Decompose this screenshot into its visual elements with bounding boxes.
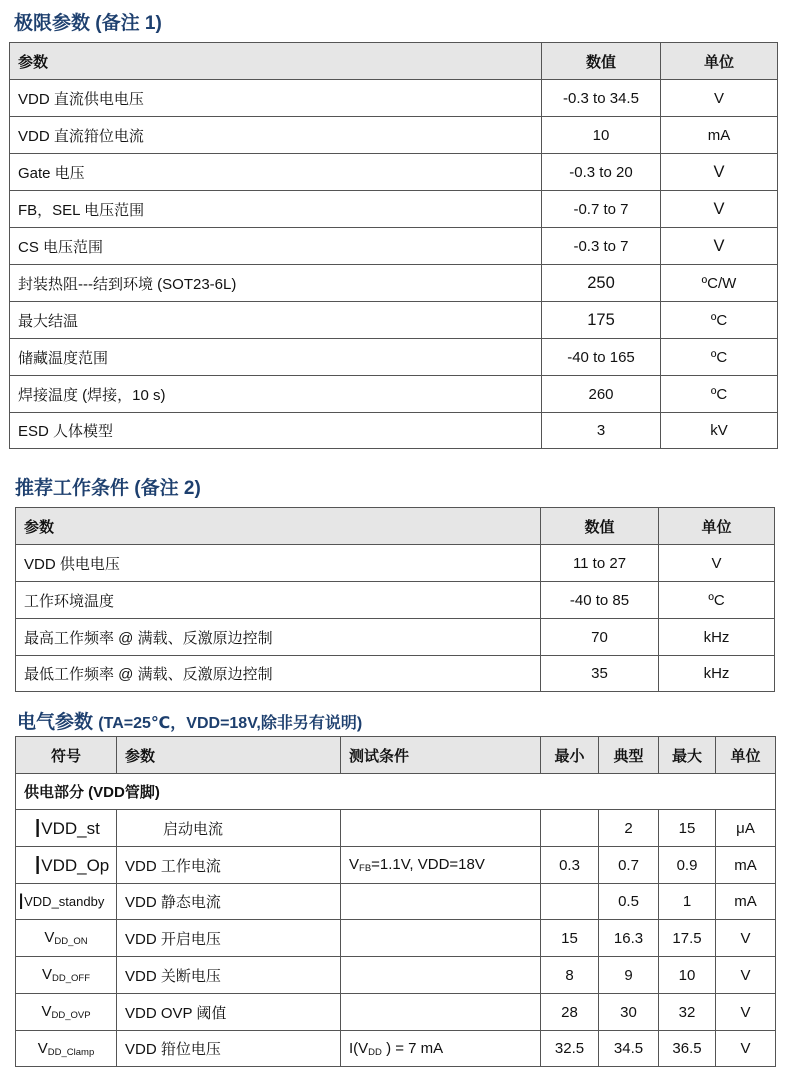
header-min: 最小: [541, 737, 599, 774]
typ-cell: 0.5: [599, 884, 659, 920]
unit-cell: V: [659, 545, 775, 582]
value-cell: -0.3 to 20: [542, 154, 661, 191]
header-condition: 测试条件: [341, 737, 541, 774]
header-typ: 典型: [599, 737, 659, 774]
min-cell: 32.5: [541, 1031, 599, 1067]
unit-cell: ºC: [661, 339, 778, 376]
symbol-main: I: [34, 849, 42, 880]
unit-cell: mA: [716, 847, 776, 884]
group-row: [16, 774, 776, 810]
table-row: [16, 582, 775, 619]
param-cell: VDD 直流供电电压: [10, 80, 542, 117]
value-cell: 260: [542, 376, 661, 413]
param-cell: 最低工作频率 @ 满载、反激原边控制: [16, 656, 541, 692]
param-cell: 最高工作频率 @ 满载、反激原边控制: [16, 619, 541, 656]
table-row: [16, 884, 776, 920]
symbol-main: I: [18, 888, 25, 914]
header-param: 参数: [16, 508, 541, 545]
unit-cell: V: [716, 920, 776, 957]
header-value: 数值: [541, 508, 659, 545]
cond-sub: DD: [368, 1046, 382, 1058]
table-row: [16, 545, 775, 582]
table-row: [10, 339, 778, 376]
symbol-cell: [16, 920, 117, 957]
unit-cell: kHz: [659, 619, 775, 656]
param-cell: VDD OVP 阈值: [117, 994, 341, 1031]
symbol-main: V: [41, 1003, 52, 1020]
header-max: 最大: [659, 737, 716, 774]
unit-cell: mA: [661, 117, 778, 154]
condition-cell: [341, 847, 541, 884]
min-cell: 28: [541, 994, 599, 1031]
table-row: [10, 228, 778, 265]
max-cell: 0.9: [659, 847, 716, 884]
recommended-table: [15, 507, 775, 692]
param-cell: VDD 供电电压: [16, 545, 541, 582]
max-cell: 15: [659, 810, 716, 847]
param-cell: VDD 关断电压: [117, 957, 341, 994]
table-row: [10, 154, 778, 191]
symbol-cell: [16, 1031, 117, 1067]
cond-rest: =1.1V, VDD=18V: [371, 856, 485, 873]
abs-max-title: 极限参数 (备注 1): [14, 13, 162, 34]
param-cell: 工作环境温度: [16, 582, 541, 619]
symbol-cell: [16, 994, 117, 1031]
param-cell: VDD 直流箝位电流: [10, 117, 542, 154]
value-cell: -0.7 to 7: [542, 191, 661, 228]
min-cell: 8: [541, 957, 599, 994]
min-cell: 15: [541, 920, 599, 957]
table-row: [10, 265, 778, 302]
table-row: [10, 413, 778, 449]
table-header-row: [16, 508, 775, 545]
unit-cell: V: [661, 191, 778, 228]
symbol-main: I: [34, 812, 42, 843]
unit-cell: V: [661, 154, 778, 191]
param-cell: 封装热阻---结到环境 (SOT23-6L): [10, 265, 542, 302]
recommended-title: 推荐工作条件 (备注 2): [15, 478, 201, 499]
unit-cell: V: [716, 957, 776, 994]
param-cell: VDD 静态电流: [117, 884, 341, 920]
symbol-sub: DD_OVP: [51, 1010, 91, 1021]
condition-cell: [341, 994, 541, 1031]
condition-cell: [341, 884, 541, 920]
param-cell: 储藏温度范围: [10, 339, 542, 376]
max-cell: 32: [659, 994, 716, 1031]
symbol-cell: [16, 810, 117, 847]
min-cell: 0.3: [541, 847, 599, 884]
table-row: [10, 376, 778, 413]
table-header-row: [16, 737, 776, 774]
value-cell: -0.3 to 7: [542, 228, 661, 265]
table-row: [10, 117, 778, 154]
value-cell: 35: [541, 656, 659, 692]
typ-cell: 9: [599, 957, 659, 994]
param-cell: VDD 工作电流: [117, 847, 341, 884]
condition-cell: [341, 810, 541, 847]
symbol-sub: VDD_standby: [24, 893, 105, 909]
cond-main: I(V: [349, 1039, 369, 1057]
unit-cell: V: [716, 994, 776, 1031]
symbol-sub: DD_Clamp: [47, 1046, 95, 1058]
symbol-sub: VDD_Op: [41, 855, 110, 875]
param-cell: CS 电压范围: [10, 228, 542, 265]
unit-cell: kHz: [659, 656, 775, 692]
electrical-table: [15, 736, 776, 1067]
unit-cell: kV: [661, 413, 778, 449]
electrical-title-main: 电气参数: [17, 712, 94, 733]
param-cell: 焊接温度 (焊接，10 s): [10, 376, 542, 413]
param-cell: ESD 人体模型: [10, 413, 542, 449]
header-param: 参数: [10, 43, 542, 80]
param-cell: VDD 开启电压: [117, 920, 341, 957]
header-unit: 单位: [659, 508, 775, 545]
min-cell: [541, 810, 599, 847]
unit-cell: ºC: [659, 582, 775, 619]
max-cell: 1: [659, 884, 716, 920]
unit-cell: ºC/W: [661, 265, 778, 302]
symbol-main: V: [41, 966, 52, 983]
table-row: [16, 920, 776, 957]
table-row: [10, 80, 778, 117]
param-cell: 启动电流: [117, 810, 341, 847]
max-cell: 17.5: [659, 920, 716, 957]
value-cell: 3: [542, 413, 661, 449]
unit-cell: V: [661, 228, 778, 265]
symbol-cell: [16, 957, 117, 994]
param-cell: 最大结温: [10, 302, 542, 339]
param-cell: FB，SEL 电压范围: [10, 191, 542, 228]
header-unit: 单位: [661, 43, 778, 80]
table-row: [16, 1031, 776, 1067]
param-cell: Gate 电压: [10, 154, 542, 191]
symbol-sub: DD_ON: [54, 936, 88, 947]
max-cell: 10: [659, 957, 716, 994]
abs-max-table: [9, 42, 778, 449]
electrical-title: [17, 707, 362, 734]
symbol-cell: [16, 884, 117, 920]
typ-cell: 2: [599, 810, 659, 847]
unit-cell: ºC: [661, 376, 778, 413]
header-unit: 单位: [716, 737, 776, 774]
table-row: [10, 302, 778, 339]
typ-cell: 34.5: [599, 1031, 659, 1067]
group-power-label: 供电部分 (VDD管脚): [16, 774, 776, 810]
symbol-cell: [16, 847, 117, 884]
table-row: [16, 994, 776, 1031]
table-row: [16, 656, 775, 692]
typ-cell: 0.7: [599, 847, 659, 884]
value-cell: -0.3 to 34.5: [542, 80, 661, 117]
value-cell: 250: [542, 265, 661, 302]
value-cell: 175: [542, 302, 661, 339]
unit-cell: V: [661, 80, 778, 117]
cond-rest: ) = 7 mA: [381, 1039, 444, 1057]
typ-cell: 16.3: [599, 920, 659, 957]
value-cell: -40 to 85: [541, 582, 659, 619]
typ-cell: 30: [599, 994, 659, 1031]
unit-cell: μA: [716, 810, 776, 847]
table-row: [16, 847, 776, 884]
condition-cell: [341, 1031, 541, 1067]
min-cell: [541, 884, 599, 920]
cond-sub: FB: [359, 863, 372, 874]
table-row: [16, 619, 775, 656]
max-cell: 36.5: [659, 1031, 716, 1067]
param-cell: VDD 箝位电压: [117, 1031, 341, 1067]
symbol-main: V: [37, 1039, 48, 1057]
value-cell: -40 to 165: [542, 339, 661, 376]
cond-main: V: [349, 856, 360, 873]
symbol-sub: VDD_st: [41, 818, 100, 838]
header-value: 数值: [542, 43, 661, 80]
condition-cell: [341, 957, 541, 994]
table-row: [16, 957, 776, 994]
value-cell: 10: [542, 117, 661, 154]
value-cell: 11 to 27: [541, 545, 659, 582]
symbol-sub: DD_OFF: [52, 973, 90, 984]
table-row: [16, 810, 776, 847]
unit-cell: mA: [716, 884, 776, 920]
condition-cell: [341, 920, 541, 957]
table-row: [10, 191, 778, 228]
table-header-row: [10, 43, 778, 80]
unit-cell: ºC: [661, 302, 778, 339]
symbol-main: V: [44, 929, 55, 946]
unit-cell: V: [716, 1031, 776, 1067]
header-param: 参数: [117, 737, 341, 774]
value-cell: 70: [541, 619, 659, 656]
header-symbol: 符号: [16, 737, 117, 774]
electrical-title-sub: (TA=25℃，VDD=18V,除非另有说明): [98, 715, 363, 732]
